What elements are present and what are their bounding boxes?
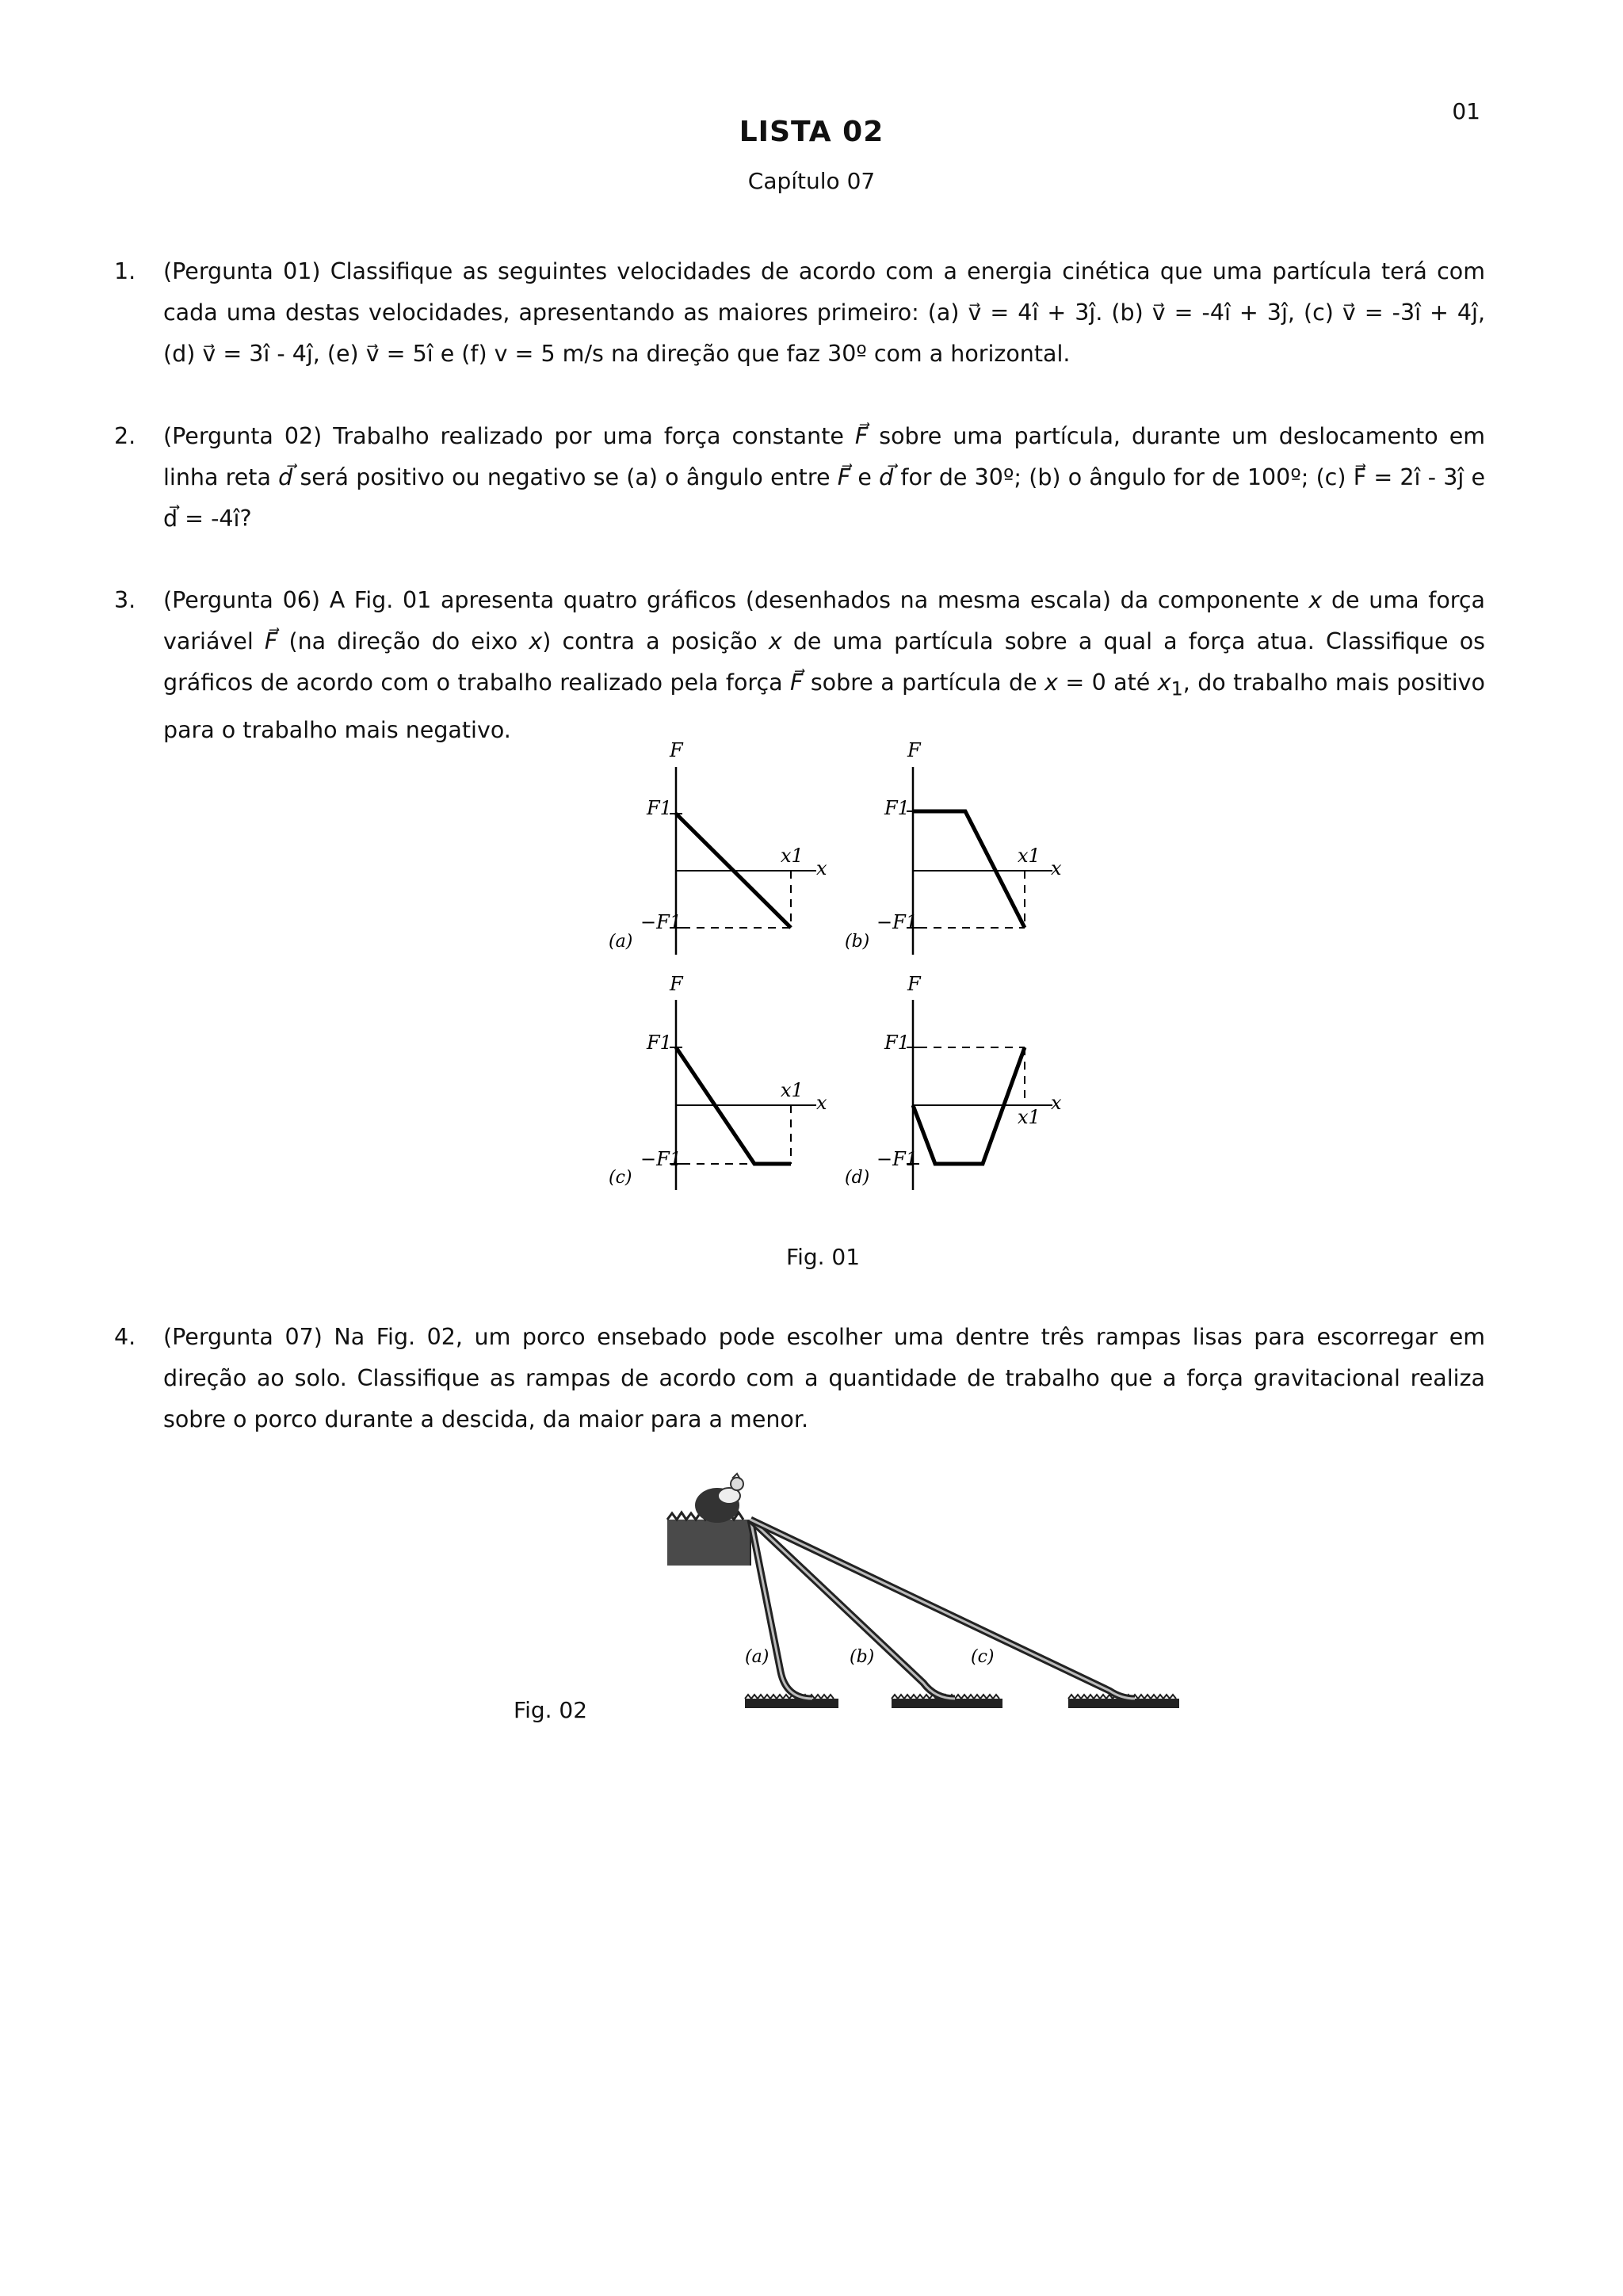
ramp-label-a: (a)	[745, 1647, 769, 1667]
question-text: (Pergunta 02) Trabalho realizado por uma força constante F⃗ sobre uma partícula, durante um deslocamento em linha reta d⃗ será positivo ou negativo se (a) o ângulo entre F⃗ e d⃗ for de 30º; (b) o ângulo for de 100º; (c) F⃗ = 2î - 3ĵ e d⃗ = -4î?	[163, 423, 1486, 532]
label-f: F	[907, 739, 921, 761]
panel-label-a: (a)	[609, 932, 633, 952]
graph-panel-b	[845, 739, 1062, 955]
chapter-subtitle: Capítulo 07	[747, 168, 876, 194]
panel-label-b: (b)	[845, 932, 870, 952]
label-x: x	[1051, 857, 1062, 879]
ramp-label-b: (b)	[850, 1647, 875, 1667]
label-f1: F1	[884, 797, 910, 819]
ramp-label-c: (c)	[971, 1647, 995, 1667]
panel-label-c: (c)	[609, 1168, 632, 1188]
ledge	[667, 1520, 750, 1566]
label-x1: x1	[781, 1079, 804, 1101]
figure-1-force-graphs	[602, 737, 1078, 1228]
question-text: (Pergunta 07) Na Fig. 02, um porco ensebado pode escolher uma dentre três rampas lisas para escorregar em direção ao solo. Classifique as rampas de acordo com a quantidade de trabalho que a força gravitacional realiza sobre o porco durante a descida, da maior para a menor.	[163, 1324, 1485, 1432]
label-f: F	[670, 973, 683, 995]
question-text: (Pergunta 01) Classifique as seguintes velocidades de acordo com a energia cinética que uma partícula terá com cada uma destas velocidades, apresentando as maiores primeiro: (a) v⃗ = 4î + 3ĵ. (b) v⃗ = -4î + 3ĵ, (c) v⃗ = -3î + 4ĵ, (d) v⃗ = 3î - 4ĵ, (e) v⃗ = 5î e (f) v = 5 m/s na direção que faz 30º com a horizontal.	[163, 258, 1486, 367]
graph-panel-a	[609, 739, 827, 955]
label-f1: F1	[647, 1032, 672, 1054]
figure-2-caption: Fig. 02	[514, 1697, 588, 1723]
question-number: 2.	[114, 423, 136, 449]
figure-1-caption: Fig. 01	[786, 1244, 861, 1270]
question-text: (Pergunta 06) A Fig. 01 apresenta quatro gráficos (desenhados na mesma escala) da componente x de uma força variável F⃗ (na direção do eixo x) contra a posição x de uma partícula sobre a qual a força atua. Classifique os gráficos de acordo com o trabalho realizado pela força F⃗ sobre a partícula de x = 0 até $x_1$, do trabalho mais positivo para o trabalho mais negativo.	[163, 587, 1485, 743]
label-neg-f1: −F1	[876, 911, 918, 933]
question-2	[114, 416, 1486, 540]
page-title: LISTA 02	[739, 116, 884, 148]
label-f: F	[670, 739, 683, 761]
label-x1: x1	[781, 845, 804, 867]
label-x: x	[1051, 1092, 1062, 1114]
label-neg-f1: −F1	[640, 1148, 682, 1170]
question-number: 3.	[114, 587, 136, 613]
label-f1: F1	[884, 1032, 910, 1054]
page-number: 01	[1452, 98, 1480, 124]
force-curve-b	[913, 811, 1025, 928]
question-number: 4.	[114, 1324, 136, 1350]
ground-a	[745, 1699, 838, 1708]
label-neg-f1: −F1	[876, 1148, 918, 1170]
label-x: x	[816, 1092, 827, 1114]
question-4	[114, 1317, 1485, 1440]
label-f: F	[907, 973, 921, 995]
figure-2-ramps	[666, 1470, 1236, 1743]
question-1	[114, 251, 1486, 375]
label-neg-f1: −F1	[640, 911, 682, 933]
graph-panel-c	[609, 973, 827, 1190]
label-x: x	[816, 857, 827, 879]
label-x1: x1	[1018, 1106, 1041, 1128]
label-f1: F1	[647, 797, 672, 819]
graph-panel-d	[845, 973, 1062, 1190]
question-3	[114, 580, 1485, 751]
panel-label-d: (d)	[845, 1168, 870, 1188]
question-number: 1.	[114, 258, 136, 284]
label-x1: x1	[1018, 845, 1041, 867]
